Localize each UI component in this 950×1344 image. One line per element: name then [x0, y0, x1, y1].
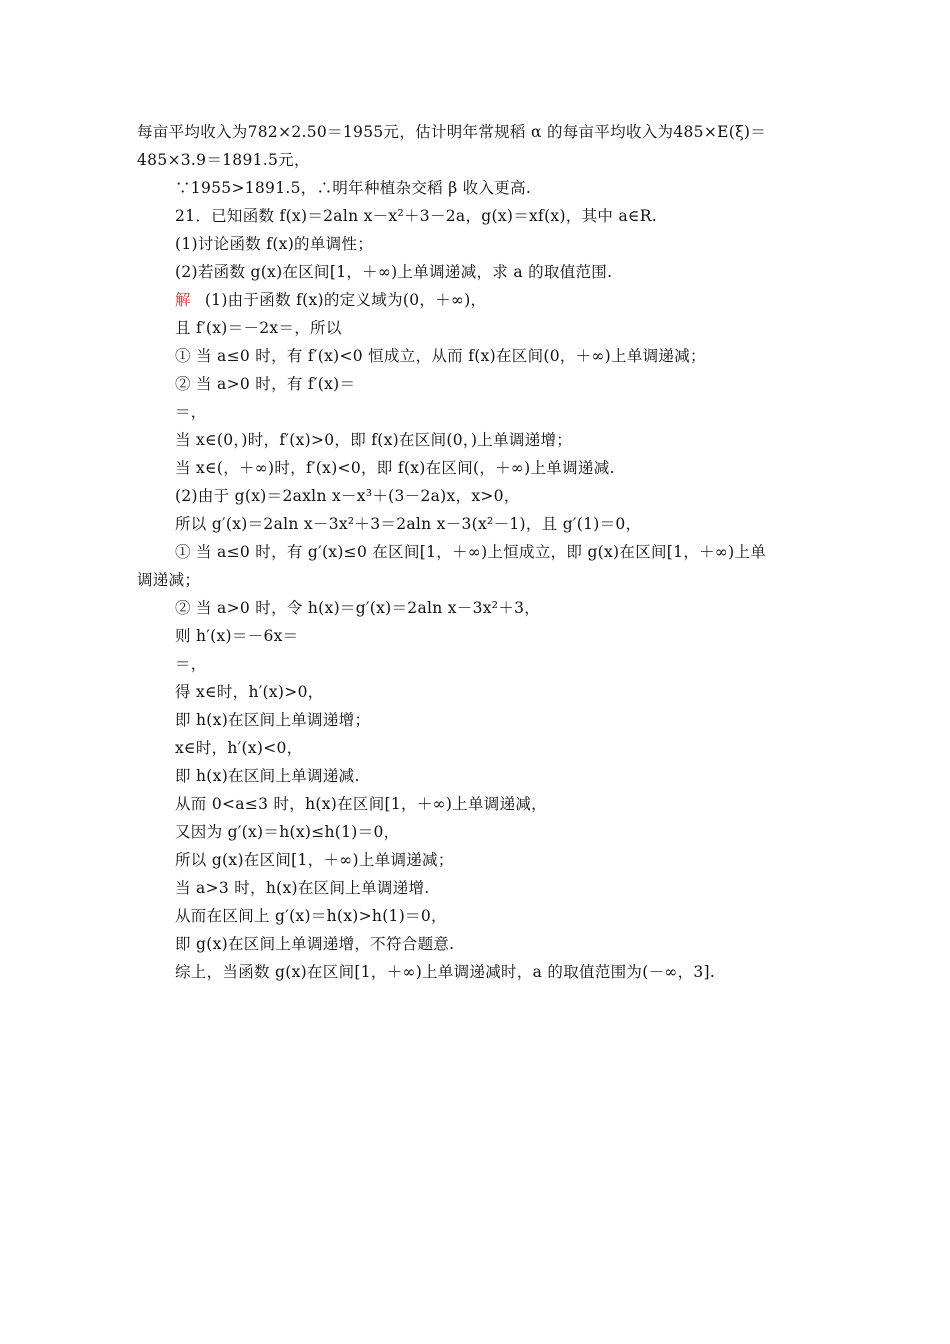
text-line: 即 g(x)在区间上单调递增，不符合题意.	[175, 935, 455, 953]
sub-question-2: (2)若函数 g(x)在区间[1，＋∞)上单调递减，求 a 的取值范围.	[175, 263, 613, 281]
text-line: 从而 0<a≤3 时，h(x)在区间[1，＋∞)上单调递减，	[175, 795, 547, 813]
text-line: 调递减；	[137, 571, 201, 589]
solution-first-line	[175, 290, 486, 310]
text-line: 485×3.9＝1891.5元，	[137, 151, 310, 169]
text-line: ② 当 a>0 时，有 f′(x)＝	[175, 375, 356, 393]
text-line: (1)由于函数 f(x)的定义域为(0，＋∞)，	[204, 291, 487, 309]
conclusion-line: 综上，当函数 g(x)在区间[1，＋∞)上单调递减时，a 的取值范围为(－∞，3].	[175, 963, 716, 981]
text-line: 当 a>3 时，h(x)在区间上单调递增.	[175, 879, 430, 897]
text-line: (2)由于 g(x)＝2axln x－x³＋(3－2a)x，x>0，	[175, 487, 520, 505]
text-line: ② 当 a>0 时，令 h(x)＝g′(x)＝2aln x－3x²＋3，	[175, 599, 541, 617]
text-line: 所以 g′(x)＝2aln x－3x²＋3＝2aln x－3(x²－1)，且 g′(1)＝0，	[175, 515, 642, 533]
text-line: 又因为 g′(x)＝h(x)≤h(1)＝0，	[175, 823, 400, 841]
text-line: 得 x∈时，h′(x)>0，	[175, 683, 324, 701]
text-line: x∈时，h′(x)<0，	[175, 739, 303, 757]
text-line: ＝，	[175, 403, 207, 421]
text-line: 从而在区间上 g′(x)＝h(x)>h(1)＝0，	[175, 907, 447, 925]
sub-question-1: (1)讨论函数 f(x)的单调性；	[175, 235, 374, 253]
text-line: 每亩平均收入为782×2.50＝1955元，估计明年常规稻 α 的每亩平均收入为485×E(ξ)＝	[137, 123, 767, 141]
text-line: 所以 g(x)在区间[1，＋∞)上单调递减；	[175, 851, 454, 869]
text-line: 即 h(x)在区间上单调递减.	[175, 767, 360, 785]
problem-statement: 21．已知函数 f(x)＝2aln x－x²＋3－2a，g(x)＝xf(x)，其中 a∈R.	[175, 207, 657, 225]
text-line: ＝，	[175, 655, 207, 673]
text-line: 即 h(x)在区间上单调递增；	[175, 711, 371, 729]
text-line: ① 当 a≤0 时，有 g′(x)≤0 在区间[1，＋∞)上恒成立，即 g(x)在区间[1，＋∞)上单	[175, 543, 767, 561]
text-line: ① 当 a≤0 时，有 f′(x)<0 恒成立，从而 f(x)在区间(0，＋∞)上单调递减；	[175, 347, 706, 365]
text-line: 当 x∈(，＋∞)时，f′(x)<0，即 f(x)在区间(，＋∞)上单调递减.	[175, 459, 615, 477]
text-line: 当 x∈(0，)时，f′(x)>0，即 f(x)在区间(0，)上单调递增；	[175, 431, 573, 449]
text-line: ∵1955>1891.5，∴明年种植杂交稻 β 收入更高.	[175, 179, 532, 197]
text-line: 则 h′(x)＝－6x＝	[175, 627, 299, 645]
text-line: 且 f′(x)＝－2x＝，所以	[175, 319, 342, 337]
solution-label: 解	[175, 291, 191, 309]
